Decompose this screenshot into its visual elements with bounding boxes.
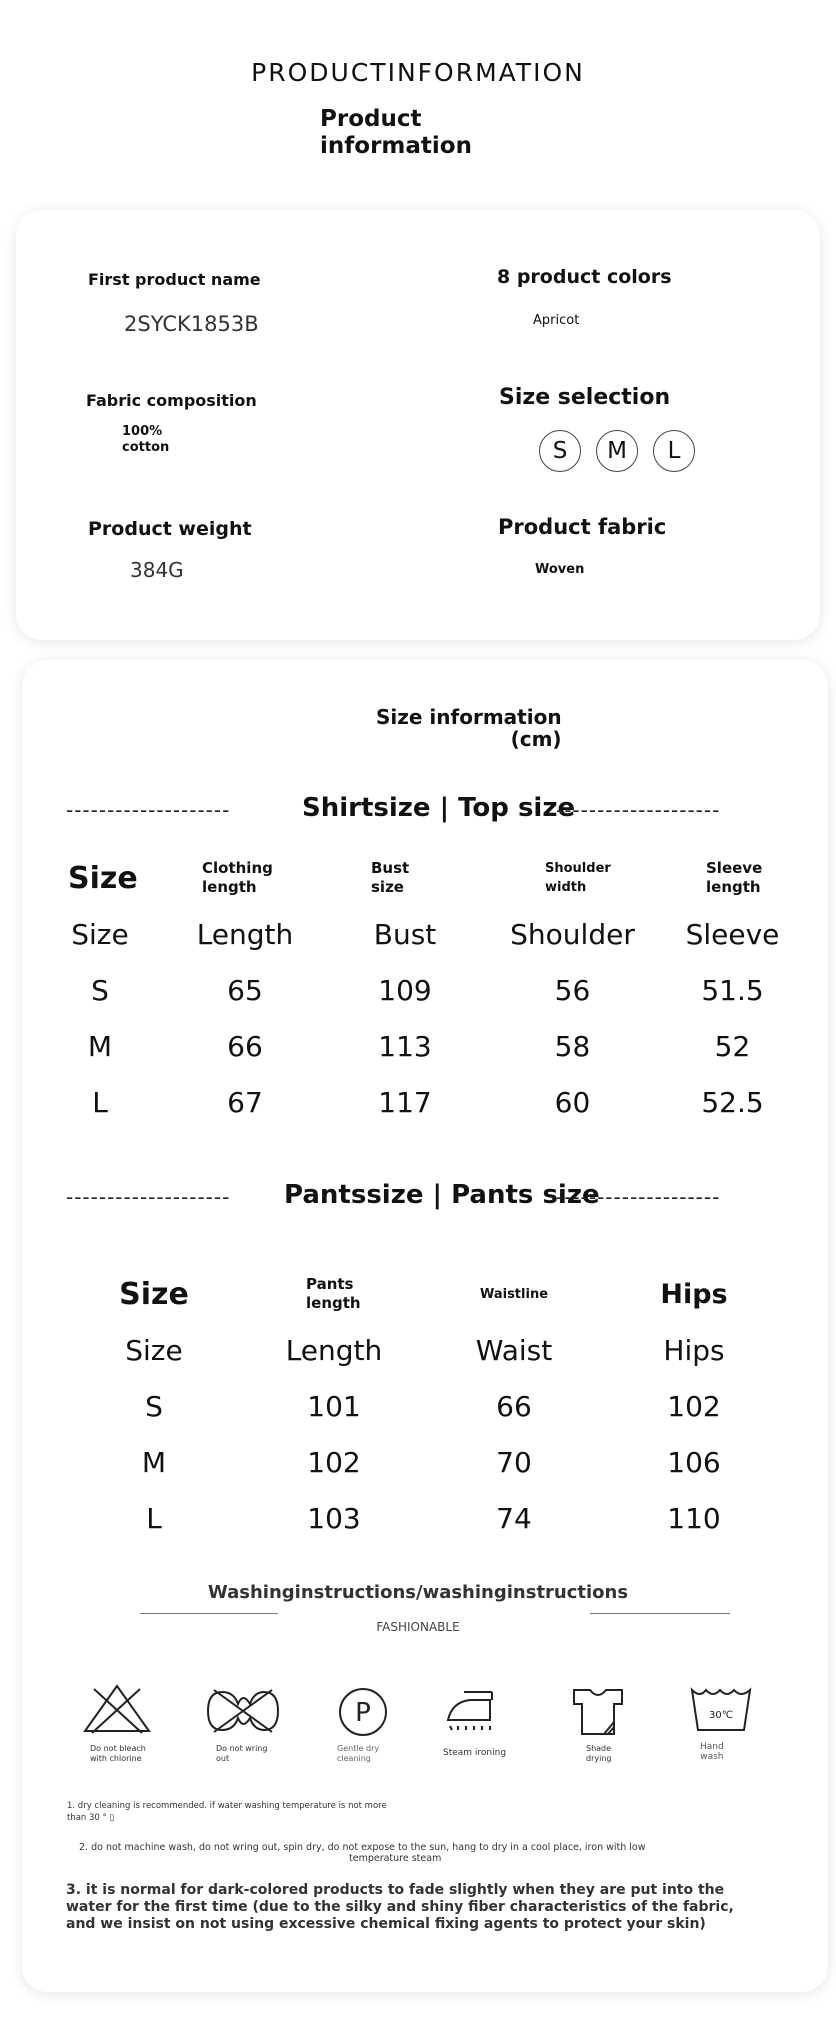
pants-cell: S (145, 1389, 163, 1423)
care-note-2-line1: 2. do not machine wash, do not wring out, spin dry, do not expose to the sun, hang to dry in a cool place, iron with low (79, 1842, 646, 1853)
shirt-cell: 60 (554, 1085, 591, 1119)
pants-dash-right: -------------------- (556, 1185, 721, 1209)
pants-cell: 66 (496, 1389, 532, 1423)
steam-iron-icon (444, 1688, 504, 1740)
care-note-1 (67, 1800, 387, 1824)
shirt-col-bust: Bust (373, 917, 437, 951)
pants-header-size: Size (119, 1276, 189, 1312)
care-note-1-line2: than 30 ° ▯ (67, 1813, 115, 1823)
pants-header-hips: Hips (660, 1278, 728, 1310)
shirt-cell: 52 (714, 1029, 751, 1063)
fabric-composition-value (122, 424, 169, 456)
shirt-dash-right: -------------------- (556, 798, 721, 822)
pants-cell: 101 (307, 1389, 361, 1423)
pants-cell: 103 (307, 1501, 361, 1535)
pants-dash-left: -------------------- (66, 1185, 231, 1209)
size-info-title-line1: Size information (376, 705, 562, 729)
pants-cell: 70 (496, 1445, 532, 1479)
size-info-title (376, 706, 562, 750)
shirt-dash-left: -------------------- (66, 798, 231, 822)
shirt-cell: 51.5 (701, 973, 764, 1007)
care-note-2 (79, 1842, 646, 1864)
shirt-col-size: Size (71, 917, 129, 951)
dry-clean-caption: Gentle dry cleaning (337, 1744, 380, 1763)
washing-subtitle: FASHIONABLE (376, 1620, 460, 1634)
pants-cell: M (141, 1445, 167, 1479)
hand-wash-caption: Hand wash (700, 1742, 724, 1762)
page-title: PRODUCTINFORMATION (251, 58, 585, 87)
size-option-s[interactable]: S (539, 430, 581, 472)
no-bleach-caption: Do not bleach with chlorine (90, 1744, 146, 1763)
shirt-cell: 58 (554, 1029, 591, 1063)
steam-iron-caption: Steam ironing (443, 1748, 507, 1758)
care-note-3: 3. it is normal for dark-colored products to fade slightly when they are put into the water for the first time (due to the silky and shiny fiber characteristics of the fabric, and we insist on not using excessive chemical fixing agents to protect your skin) (66, 1882, 734, 1932)
product-colors-label: 8 product colors (497, 266, 672, 288)
shirt-cell: 65 (227, 973, 263, 1007)
no-bleach-icon (82, 1683, 152, 1739)
page-subtitle-line1: Product (320, 106, 422, 132)
product-weight-label: Product weight (88, 518, 252, 540)
page-subtitle-line2: information (320, 133, 472, 159)
product-colors-value: Apricot (533, 313, 580, 328)
pants-col-length: Length (285, 1333, 383, 1367)
dry-clean-icon (337, 1686, 389, 1742)
pants-header-length: Pants length (306, 1275, 361, 1312)
fabric-value-line1: 100% (122, 424, 163, 439)
shirt-cell: 117 (378, 1085, 432, 1119)
product-fabric-value: Woven (535, 562, 585, 577)
product-fabric-label: Product fabric (498, 515, 667, 539)
shirt-header-size: Size (68, 860, 138, 896)
care-note-2-line2: temperature steam (349, 1853, 442, 1864)
care-note-1-line1: 1. dry cleaning is recommended. if water washing temperature is not more (67, 1801, 387, 1811)
size-option-m[interactable]: M (596, 430, 638, 472)
shirt-header-sleeve: Sleeve length (706, 859, 763, 896)
page-subtitle (320, 106, 472, 160)
pants-col-waist: Waist (475, 1333, 553, 1367)
pants-cell: 106 (667, 1445, 721, 1479)
shirt-cell: 52.5 (701, 1085, 764, 1119)
pants-col-size: Size (125, 1333, 183, 1367)
size-info-title-line2: (cm) (510, 727, 562, 751)
svg-text:P: P (355, 1698, 371, 1728)
no-wring-icon (200, 1686, 286, 1740)
product-name-label: First product name (88, 270, 261, 289)
size-selection-label: Size selection (499, 385, 671, 410)
shirt-header-shoulder: Shoulder width (545, 861, 611, 895)
hand-wash-icon (688, 1686, 754, 1736)
shirt-cell: M (87, 1029, 113, 1063)
shirt-col-sleeve: Sleeve (685, 917, 780, 951)
shirt-header-bust: Bust size (371, 859, 410, 896)
shirt-cell: S (91, 973, 109, 1007)
pants-cell: 110 (667, 1501, 721, 1535)
no-wring-caption: Do not wring out (216, 1744, 268, 1763)
shirt-size-title: Shirtsize | Top size (302, 793, 576, 823)
pants-cell: 74 (496, 1501, 532, 1535)
size-options (539, 430, 695, 472)
hand-wash-temp: 30℃ (709, 1710, 733, 1721)
shirt-cell: L (92, 1085, 108, 1119)
pants-size-table (64, 1266, 804, 1546)
shirt-cell: 113 (378, 1029, 432, 1063)
shirt-cell: 66 (227, 1029, 263, 1063)
shirt-size-table (35, 850, 805, 1130)
pants-cell: 102 (307, 1445, 361, 1479)
shirt-cell: 56 (554, 973, 591, 1007)
pants-col-hips: Hips (663, 1333, 725, 1367)
pants-cell: L (146, 1501, 162, 1535)
shirt-header-length: Clothing length (202, 859, 273, 896)
shirt-col-shoulder: Shoulder (510, 917, 635, 951)
shade-dry-caption: Shade drying (586, 1744, 612, 1763)
washing-title: Washinginstructions/washinginstructions (207, 1582, 629, 1603)
fabric-composition-label: Fabric composition (86, 391, 257, 410)
pants-header-waist: Waistline (479, 1286, 549, 1302)
pants-size-title: Pantssize | Pants size (284, 1180, 600, 1210)
fabric-value-line2: cotton (122, 440, 170, 455)
shade-dry-icon (572, 1686, 624, 1740)
product-name-value: 2SYCK1853B (124, 312, 259, 336)
size-option-l[interactable]: L (653, 430, 695, 472)
shirt-col-length: Length (196, 917, 294, 951)
washing-rule-right (590, 1613, 730, 1614)
shirt-cell: 67 (227, 1085, 263, 1119)
pants-cell: 102 (667, 1389, 721, 1423)
product-weight-value: 384G (130, 558, 184, 582)
shirt-cell: 109 (378, 973, 432, 1007)
washing-rule-left (140, 1613, 278, 1614)
